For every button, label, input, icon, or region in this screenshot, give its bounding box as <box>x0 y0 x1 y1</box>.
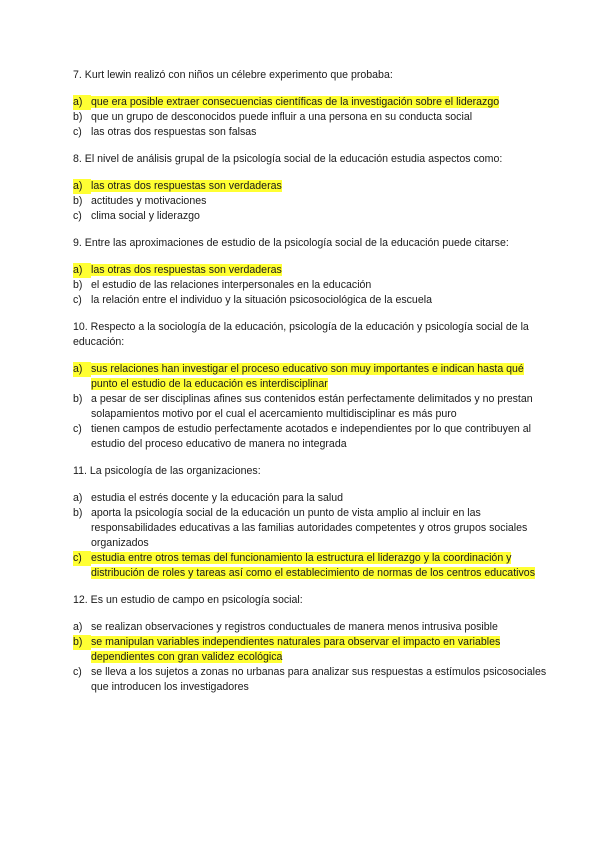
option-body <box>91 551 550 581</box>
question-text: 12. Es un estudio de campo en psicología social: <box>73 594 303 606</box>
option-letter: a) <box>73 95 91 110</box>
question-12 <box>73 593 550 695</box>
question-text: 7. Kurt lewin realizó con niños un célebre experimento que probaba: <box>73 69 393 81</box>
option-text: clima social y liderazgo <box>91 210 200 222</box>
option-letter: a) <box>73 492 83 504</box>
option-text: sus relaciones han investigar el proceso educativo son muy importantes e indican hasta qué punto el estudio de la educación es interdisciplinar <box>91 363 524 390</box>
option-text: a pesar de ser disciplinas afines sus contenidos están perfectamente delimitados y no prestan solapamientos motivo por el cual el acercamiento multidisciplinar es más puro <box>91 393 533 420</box>
answer-options <box>73 491 550 581</box>
option-text: se lleva a los sujetos a zonas no urbanas para analizar sus respuestas a estímulos psicosociales que introducen los investigadores <box>91 666 547 693</box>
answer-option-highlighted <box>73 263 550 278</box>
answer-option <box>73 620 550 635</box>
option-body <box>91 263 550 278</box>
option-body <box>91 125 550 140</box>
option-letter: c) <box>73 423 82 435</box>
option-body <box>91 278 550 293</box>
option-letter: c) <box>73 210 82 222</box>
question-10 <box>73 320 550 452</box>
answer-options <box>73 95 550 140</box>
answer-option-highlighted <box>73 362 550 392</box>
answer-options <box>73 179 550 224</box>
option-letter: a) <box>73 621 83 633</box>
option-letter: b) <box>73 111 83 123</box>
option-body <box>91 179 550 194</box>
option-letter: b) <box>73 279 83 291</box>
answer-option <box>73 422 550 452</box>
option-letter: b) <box>73 195 83 207</box>
answer-option-highlighted <box>73 95 550 110</box>
option-letter: b) <box>73 507 83 519</box>
answer-option-highlighted <box>73 551 550 581</box>
option-body <box>91 392 550 422</box>
answer-option <box>73 506 550 551</box>
question-text: 8. El nivel de análisis grupal de la psicología social de la educación estudia aspectos como: <box>73 153 503 165</box>
option-body <box>91 209 550 224</box>
option-letter: c) <box>73 551 91 566</box>
answer-option <box>73 194 550 209</box>
answer-option <box>73 209 550 224</box>
option-body <box>91 422 550 452</box>
option-text: tienen campos de estudio perfectamente acotados e independientes por lo que contribuyen al estudio del proceso educativo de manera no integrada <box>91 423 531 450</box>
answer-options <box>73 263 550 308</box>
answer-options <box>73 362 550 452</box>
option-text: actitudes y motivaciones <box>91 195 207 207</box>
answer-option <box>73 293 550 308</box>
answer-option-highlighted <box>73 179 550 194</box>
answer-option <box>73 125 550 140</box>
answer-options <box>73 620 550 695</box>
option-text: las otras dos respuestas son verdaderas <box>91 180 282 192</box>
option-letter: a) <box>73 263 91 278</box>
option-body <box>91 110 550 125</box>
option-text: el estudio de las relaciones interpersonales en la educación <box>91 279 372 291</box>
option-letter: b) <box>73 393 83 405</box>
option-text: se manipulan variables independientes naturales para observar el impacto en variables dependientes con gran validez ecológica <box>91 636 501 663</box>
option-letter: c) <box>73 126 82 138</box>
option-letter: a) <box>73 362 91 377</box>
option-body <box>91 620 550 635</box>
option-body <box>91 362 550 392</box>
question-8 <box>73 152 550 224</box>
question-7 <box>73 68 550 140</box>
option-text: aporta la psicología social de la educación un punto de vista amplio al incluir en las responsabilidades educativas a las familias autoridades competentes y otros grupos sociales organizados <box>91 507 528 549</box>
answer-option <box>73 491 550 506</box>
option-letter: c) <box>73 294 82 306</box>
option-body <box>91 95 550 110</box>
answer-option <box>73 278 550 293</box>
option-text: la relación entre el individuo y la situación psicosociológica de la escuela <box>91 294 432 306</box>
option-text: que era posible extraer consecuencias científicas de la investigación sobre el liderazgo <box>91 96 500 108</box>
question-9 <box>73 236 550 308</box>
option-letter: b) <box>73 635 91 650</box>
option-body <box>91 506 550 551</box>
option-text: las otras dos respuestas son falsas <box>91 126 257 138</box>
option-text: que un grupo de desconocidos puede influir a una persona en su conducta social <box>91 111 473 123</box>
question-text: 10. Respecto a la sociología de la educación, psicología de la educación y psicología social de la educación: <box>73 321 529 348</box>
option-text: estudia entre otros temas del funcionamiento la estructura el liderazgo y la coordinación y distribución de roles y tareas así como el establecimiento de normas de los centros educativos <box>91 552 535 579</box>
option-body <box>91 665 550 695</box>
question-11 <box>73 464 550 581</box>
answer-option <box>73 110 550 125</box>
option-text: estudia el estrés docente y la educación para la salud <box>91 492 344 504</box>
option-text: las otras dos respuestas son verdaderas <box>91 264 282 276</box>
option-letter: c) <box>73 666 82 678</box>
question-text: 11. La psicología de las organizaciones: <box>73 465 261 477</box>
question-text: 9. Entre las aproximaciones de estudio de la psicología social de la educación puede citarse: <box>73 237 509 249</box>
option-text: se realizan observaciones y registros conductuales de manera menos intrusiva posible <box>91 621 498 633</box>
option-body <box>91 491 550 506</box>
answer-option-highlighted <box>73 635 550 665</box>
answer-option <box>73 665 550 695</box>
option-body <box>91 635 550 665</box>
option-body <box>91 293 550 308</box>
question-list <box>73 68 550 695</box>
option-letter: a) <box>73 179 91 194</box>
answer-option <box>73 392 550 422</box>
option-body <box>91 194 550 209</box>
